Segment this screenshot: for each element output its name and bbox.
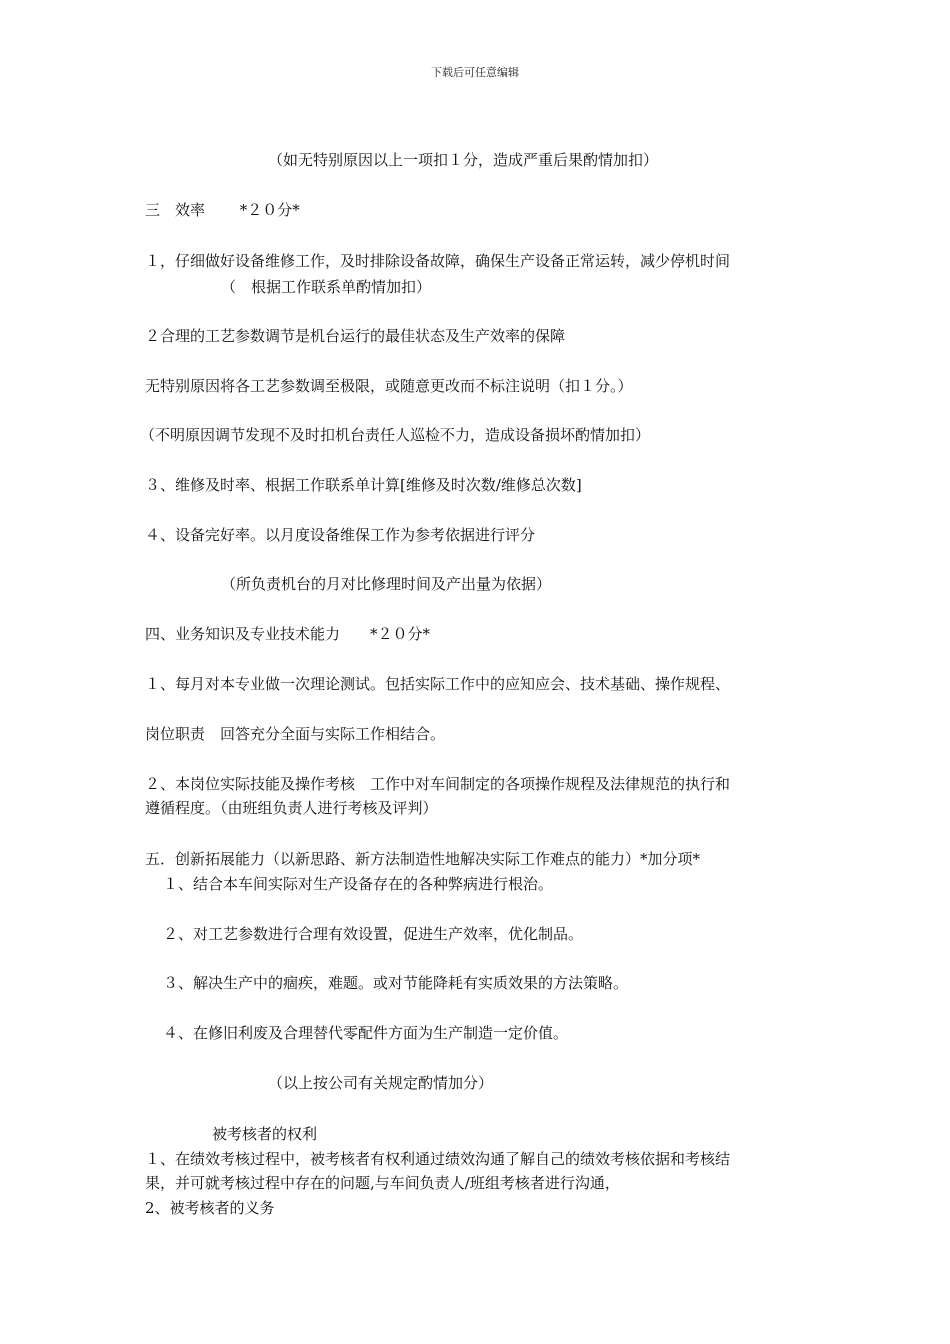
page-header: 下载后可任意编辑 bbox=[431, 66, 519, 79]
section-3-heading: 三 效率 *２０分* bbox=[145, 201, 300, 219]
note-deduction: （如无特别原因以上一项扣１分，造成严重后果酌情加扣） bbox=[268, 151, 659, 169]
item-3-2-note: （不明原因调节发现不及时扣机台责任人巡检不力，造成设备损坏酌情加扣） bbox=[140, 426, 651, 444]
item-3-4-note: （所负责机台的月对比修理时间及产出量为依据） bbox=[221, 575, 552, 593]
item-5-4: ４、在修旧利废及合理替代零配件方面为生产制造一定价值。 bbox=[163, 1024, 569, 1042]
item-4-1-cont: 岗位职责 回答充分全面与实际工作相结合。 bbox=[145, 725, 446, 743]
item-5-2: ２、对工艺参数进行合理有效设置，促进生产效率，优化制品。 bbox=[163, 925, 584, 943]
item-3-4: ４、设备完好率。以月度设备维保工作为参考依据进行评分 bbox=[145, 526, 536, 544]
item-3-3: ３、维修及时率、根据工作联系单计算[维修及时次数/维修总次数] bbox=[145, 476, 582, 494]
section-5-note: （以上按公司有关规定酌情加分） bbox=[268, 1074, 494, 1092]
item-4-1: １、每月对本专业做一次理论测试。包括实际工作中的应知应会、技术基础、操作规程、 bbox=[145, 675, 731, 693]
item-3-2-detail: 无特别原因将各工艺参数调至极限，或随意更改而不标注说明（扣１分。） bbox=[145, 377, 633, 395]
item-5-3: ３、解决生产中的痼疾，难题。或对节能降耗有实质效果的方法策略。 bbox=[163, 974, 629, 992]
item-4-2-cont: 遵循程度。（由班组负责人进行考核及评判） bbox=[145, 799, 438, 817]
item-3-1: １，仔细做好设备维修工作，及时排除设备故障，确保生产设备正常运转，减少停机时间 bbox=[145, 252, 731, 270]
section-5-heading: 五．创新拓展能力（以新思路、新方法制造性地解决实际工作难点的能力）*加分项* bbox=[145, 850, 701, 868]
rights-item-1-cont: 果，并可就考核过程中存在的问题,与车间负责人/班组考核者进行沟通， bbox=[145, 1174, 620, 1192]
item-4-2: ２、本岗位实际技能及操作考核 工作中对车间制定的各项操作规程及法律规范的执行和 bbox=[145, 775, 731, 793]
item-3-1-note: （ 根据工作联系单酌情加扣） bbox=[221, 278, 432, 296]
section-4-heading: 四、业务知识及专业技术能力 *２０分* bbox=[145, 625, 431, 643]
item-3-2: ２合理的工艺参数调节是机台运行的最佳状态及生产效率的保障 bbox=[145, 327, 566, 345]
item-5-1: １、结合本车间实际对生产设备存在的各种弊病进行根治。 bbox=[163, 875, 554, 893]
rights-item-1: １、在绩效考核过程中，被考核者有权利通过绩效沟通了解自己的绩效考核依据和考核结 bbox=[145, 1150, 731, 1168]
duties-heading: 2、被考核者的义务 bbox=[145, 1199, 275, 1217]
rights-heading: 被考核者的权利 bbox=[212, 1125, 318, 1143]
